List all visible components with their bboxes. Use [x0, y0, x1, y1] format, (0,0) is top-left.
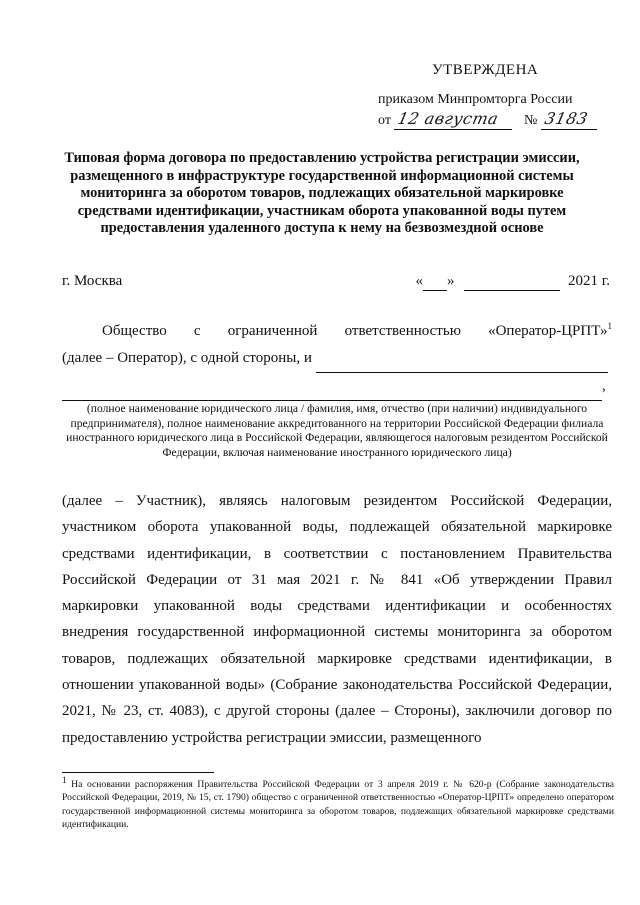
body-paragraph: (далее – Участник), являясь налоговым резидентом Российской Федерации, участником оборота упакованной воды, подлежащей обязательной маркировке средствами идентификации, в соответствии с постановлением Правительства Российской Федерации от 31 мая 2021 г. № 841 «Об утверждении Правил маркировки упакованной воды средствами идентификации и особенностях внедрения государственной информационной системы мониторинга за оборотом товаров, подлежащих обязательной маркировке средствами идентификации, в отношении упакованной воды» (Собрание законодательства Российской Федерации, 2021, № 23, ст. 4083), с другой стороны (далее – Стороны), заключили договор по предоставлению устройства регистрации эмиссии, размещенного	[62, 493, 612, 746]
quote-close: »	[447, 273, 455, 289]
document-title: Типовая форма договора по предоставлению устройства регистрации эмиссии, размещенного в инфраструктуре государственной информационной системы мониторинга за оборотом товаров, подлежащих обязательной маркировке средствами идентификации, участникам оборота упакованной воды путем предоставления удаленного доступа к нему на безвозмездной основе	[64, 150, 580, 236]
handwritten-date: 12 августа	[396, 109, 501, 128]
approval-date-line	[378, 109, 597, 130]
parties-third-line	[62, 373, 612, 401]
footnote-ref: 1	[607, 321, 612, 331]
parties-second-line	[62, 345, 612, 373]
contract-date-line	[416, 273, 610, 291]
quote-open: «	[415, 273, 424, 289]
number-blank	[541, 109, 597, 130]
footnote-mark: 1	[62, 774, 67, 785]
date-blank	[394, 109, 512, 130]
parties-first-line	[62, 318, 612, 345]
parties-word: ограниченной	[227, 323, 318, 339]
footnote-divider	[62, 772, 214, 773]
parties-word: с	[193, 323, 201, 339]
participant-name-hint: (полное наименование юридического лица / фамилия, имя, отчество (при наличии) индивидуального предпринимателя), полное наименование аккредитованного на территории Российской Федерации филиала иностранного юридического лица в Российской Федерации, являющегося налоговым резидентом Российской Федерации, включая наименование иностранного юридического лица)	[66, 402, 608, 459]
handwritten-number: 3183	[542, 109, 590, 128]
parties-paragraph	[62, 318, 612, 401]
operator-name: «Оператор-ЦРПТ»	[488, 323, 608, 339]
approval-title: УТВЕРЖДЕНА	[432, 62, 539, 78]
footnote	[62, 774, 614, 832]
month-blank	[464, 273, 560, 291]
parties-operator-text: (далее – Оператор), с одной стороны, и	[62, 350, 312, 366]
approval-order-line: приказом Минпромторга России	[378, 92, 573, 107]
from-label: от	[378, 113, 391, 128]
day-blank	[423, 273, 447, 291]
number-label: №	[523, 113, 538, 128]
participant-name-blank-2	[62, 373, 602, 401]
city: г. Москва	[62, 273, 123, 289]
parties-word: Общество	[102, 323, 167, 339]
parties-word: ответственностью	[344, 323, 461, 339]
footnote-text: На основании распоряжения Правительства Российской Федерации от 3 апреля 2019 г. № 620-р (Собрание законодательства Российской Федерации, 2019, № 15, ст. 1790) общество с ограниченной ответственностью «Оператор-ЦРПТ» определено оператором государственной информационной системы мониторинга за оборотом товаров, подлежащих обязательной маркировке средствами идентификации.	[62, 779, 614, 831]
line-comma: ,	[602, 378, 606, 394]
year: 2021 г.	[568, 273, 610, 289]
participant-name-blank	[316, 345, 608, 373]
